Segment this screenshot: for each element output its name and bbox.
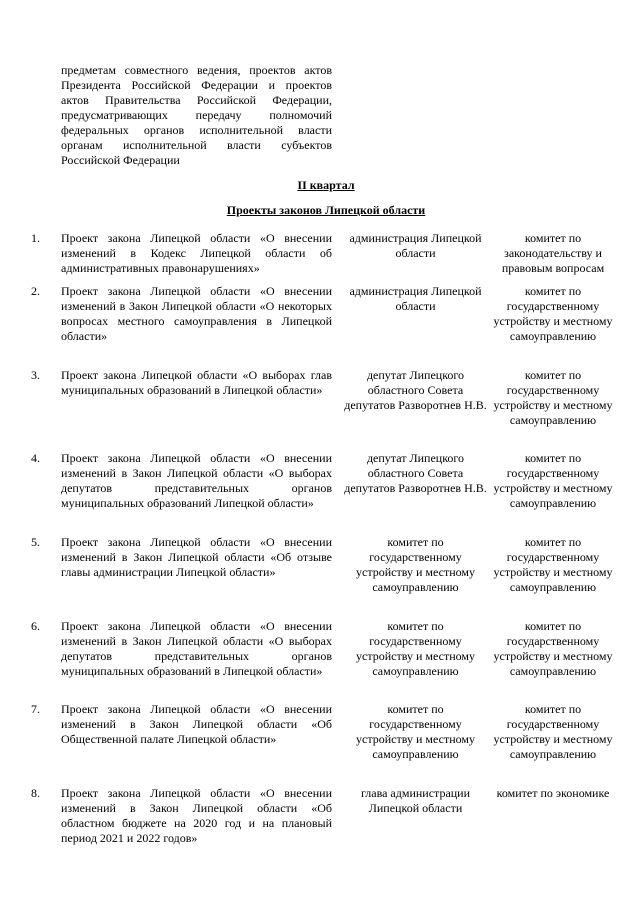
responsible-committee: комитет по государственному устройству и местному самоуправлению: [493, 284, 613, 343]
row-number: 3.: [31, 368, 40, 382]
row-number: 2.: [31, 284, 40, 298]
row-number: 6.: [31, 619, 40, 633]
row-number: 4.: [31, 451, 40, 465]
bill-author: администрация Липецкой области: [349, 231, 482, 260]
intro-paragraph: предметам совместного ведения, проектов актов Президента Российской Федерации и проектов актов Правительства Российской Федерации, предусматривающих передачу полномочий федеральных органов исполнительной власти органам исполнительной власти субъектов Российской Федерации: [61, 63, 332, 167]
bill-title: Проект закона Липецкой области «О внесении изменений в Закон Липецкой области «О выборах депутатов представительных органов муниципальных образований в Липецкой области»: [61, 619, 332, 678]
responsible-committee: комитет по законодательству и правовым вопросам: [501, 231, 605, 275]
bill-title: Проект закона Липецкой области «О внесении изменений в Закон Липецкой области «О выборах депутатов представительных органов муниципальных образований Липецкой области»: [61, 451, 332, 510]
responsible-committee: комитет по государственному устройству и местному самоуправлению: [493, 535, 613, 594]
bill-author: комитет по государственному устройству и местному самоуправлению: [356, 535, 475, 594]
row-number: 1.: [31, 231, 40, 245]
bill-author: комитет по государственному устройству и местному самоуправлению: [356, 702, 475, 761]
quarter-heading: II квартал: [297, 178, 355, 192]
bill-title: Проект закона Липецкой области «О внесении изменений в Закон Липецкой области «Об Общественной палате Липецкой области»: [61, 702, 332, 746]
bill-author: комитет по государственному устройству и местному самоуправлению: [356, 619, 475, 678]
section-heading: Проекты законов Липецкой области: [226, 203, 426, 217]
bill-title: Проект закона Липецкой области «О внесении изменений в Закон Липецкой области «Об областном бюджете на 2020 год и на плановый период 2021 и 2022 годов»: [61, 786, 332, 845]
responsible-committee: комитет по государственному устройству и местному самоуправлению: [493, 619, 613, 678]
responsible-committee: комитет по государственному устройству и местному самоуправлению: [493, 702, 613, 761]
row-number: 7.: [31, 702, 40, 716]
bill-title: Проект закона Липецкой области «О внесении изменений в Закон Липецкой области «Об отзыве главы администрации Липецкой области»: [61, 535, 332, 579]
row-number: 8.: [31, 786, 40, 800]
bill-author: глава администрации Липецкой области: [360, 786, 471, 815]
bill-title: Проект закона Липецкой области «О внесении изменений в Кодекс Липецкой области об административных правонарушениях»: [61, 231, 332, 275]
responsible-committee: комитет по государственному устройству и местному самоуправлению: [493, 451, 613, 510]
bill-author: администрация Липецкой области: [349, 284, 482, 313]
responsible-committee: комитет по экономике: [496, 786, 610, 800]
bill-author: депутат Липецкого областного Совета депутатов Разворотнев Н.В.: [344, 368, 487, 412]
bill-author: депутат Липецкого областного Совета депутатов Разворотнев Н.В.: [344, 451, 487, 495]
responsible-committee: комитет по государственному устройству и местному самоуправлению: [493, 368, 613, 427]
bill-title: Проект закона Липецкой области «О выборах глав муниципальных образований в Липецкой области»: [61, 368, 332, 397]
bill-title: Проект закона Липецкой области «О внесении изменений в Закон Липецкой области «О некоторых вопросах местного самоуправления в Липецкой области»: [61, 284, 332, 343]
row-number: 5.: [31, 535, 40, 549]
